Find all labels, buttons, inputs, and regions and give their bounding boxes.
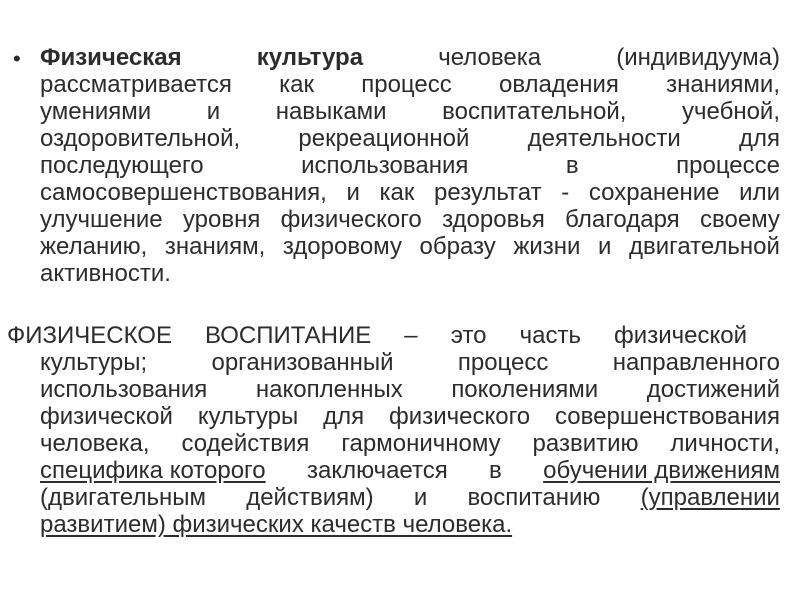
term-vospitanie: ВОСПИТАНИЕ <box>205 322 372 349</box>
term-fizicheskoe: ФИЗИЧЕСКОЕ <box>7 322 172 349</box>
word: в <box>489 457 502 484</box>
word: процесс <box>457 349 549 376</box>
word: благодаря <box>565 206 680 233</box>
word: культуры; <box>40 349 148 376</box>
text-line <box>40 179 780 206</box>
word: человека, <box>40 430 150 457</box>
word: и <box>413 484 428 511</box>
word: для <box>738 125 780 152</box>
word: использования <box>40 376 208 403</box>
text-line <box>40 152 780 179</box>
text-line <box>40 349 780 376</box>
word: как <box>379 179 415 206</box>
word: в <box>565 152 579 179</box>
bullet-icon: • <box>13 46 21 71</box>
word: учебной, <box>681 98 780 125</box>
word: развитию <box>532 430 639 457</box>
text-line <box>40 233 780 260</box>
word: или <box>739 179 780 206</box>
text-line <box>40 44 780 71</box>
word: желанию, <box>40 233 148 260</box>
text-line <box>40 457 780 484</box>
word: знаниями, <box>666 71 780 98</box>
word: для <box>323 403 365 430</box>
text-line <box>40 484 780 511</box>
word: физической <box>40 403 173 430</box>
word: жизни <box>513 233 581 260</box>
word: навыками <box>275 98 387 125</box>
word: рекреационной <box>298 125 470 152</box>
word: улучшение <box>40 206 163 233</box>
word: сохранение <box>588 179 720 206</box>
text-line <box>40 98 780 125</box>
text-line <box>40 71 780 98</box>
paragraph-physical-education-body <box>40 349 780 538</box>
word: физического <box>389 403 531 430</box>
word: культуры <box>197 403 299 430</box>
word: использования <box>301 152 469 179</box>
term-fizicheskaya: Физическая <box>40 44 182 71</box>
text-line <box>40 206 780 233</box>
word: действиям) <box>246 484 374 511</box>
word: своему <box>699 206 780 233</box>
word: умениями <box>40 98 152 125</box>
paragraph-physical-education <box>7 322 747 349</box>
word: и <box>206 98 221 125</box>
word: человека <box>438 44 542 71</box>
word: совершенствования <box>555 403 780 430</box>
word: физической <box>614 322 747 349</box>
text-line <box>40 511 780 538</box>
term-kultura: культура <box>256 44 364 71</box>
word: результат <box>434 179 542 206</box>
word: и <box>346 179 360 206</box>
word: поколениями <box>451 376 599 403</box>
underlined-phrase-razvitiem: развитием) физических качеств человека. <box>40 511 513 538</box>
word: здоровому <box>282 233 402 260</box>
word: (индивидуума) <box>616 44 780 71</box>
word: часть <box>519 322 581 349</box>
word: физического <box>280 206 422 233</box>
word: гармоничному <box>341 430 501 457</box>
underlined-phrase-obuchenii: обучении движениям <box>543 457 780 484</box>
word: как <box>279 71 314 98</box>
word: самосовершенствования, <box>40 179 327 206</box>
word: достижений <box>646 376 780 403</box>
word: (двигательным <box>40 484 206 511</box>
text-line <box>40 260 780 287</box>
word: уровня <box>182 206 261 233</box>
word: воспитанию <box>467 484 601 511</box>
word: и <box>597 233 612 260</box>
text-line <box>40 125 780 152</box>
word: последующего <box>40 152 204 179</box>
text-line <box>40 430 780 457</box>
word: воспитательной, <box>442 98 627 125</box>
word: образу <box>419 233 496 260</box>
word: оздоровительной, <box>40 125 241 152</box>
word: процесс <box>361 71 452 98</box>
word: направленного <box>612 349 780 376</box>
word: личности, <box>670 430 780 457</box>
word: заключается <box>306 457 448 484</box>
word: это <box>450 322 487 349</box>
underlined-phrase-upravlenii: (управлении <box>640 484 780 511</box>
word: двигательной <box>628 233 780 260</box>
word: овладения <box>499 71 619 98</box>
text-line <box>40 403 780 430</box>
word: - <box>561 179 570 206</box>
word: – <box>404 322 418 349</box>
word: деятельности <box>527 125 681 152</box>
word: рассматривается <box>40 71 232 98</box>
word: организованный <box>211 349 394 376</box>
word: знаниям, <box>164 233 266 260</box>
word: процессе <box>676 152 780 179</box>
word: накопленных <box>255 376 403 403</box>
paragraph-physical-culture <box>40 44 780 287</box>
text-line <box>7 322 747 349</box>
word: активности. <box>40 260 171 287</box>
underlined-phrase-specifika: специфика которого <box>40 457 266 484</box>
text-line <box>40 376 780 403</box>
word: содействия <box>181 430 310 457</box>
word: здоровья <box>442 206 545 233</box>
